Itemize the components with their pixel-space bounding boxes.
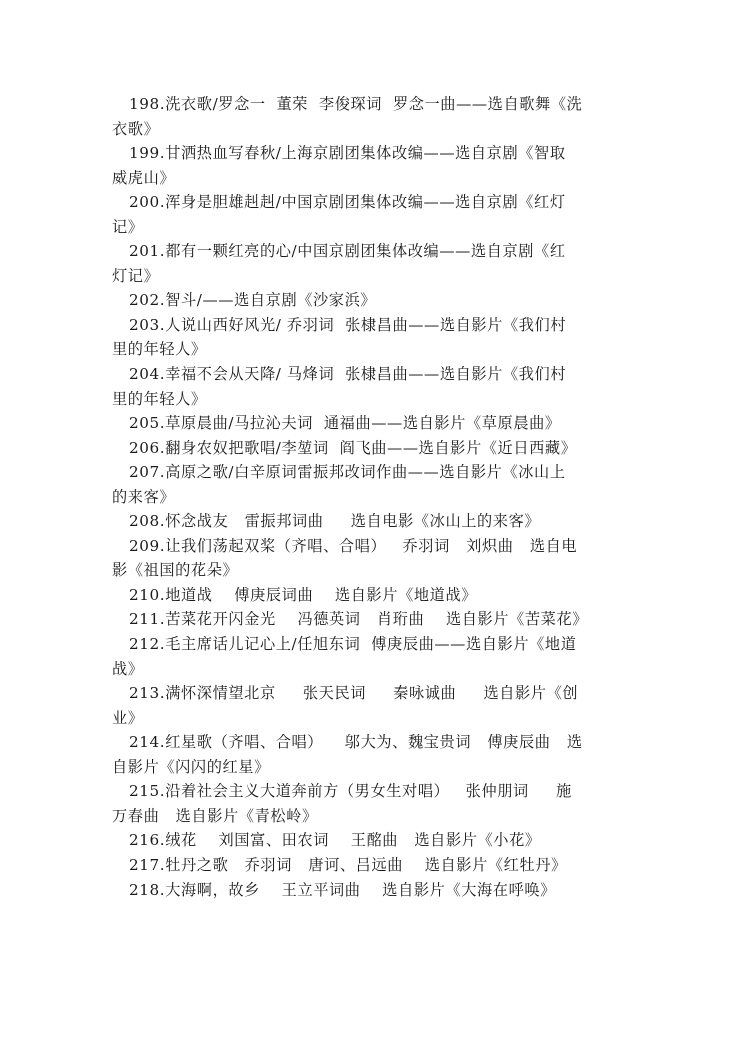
entry-line: 205.草原晨曲/马拉沁夫词 通福曲——选自影片《草原晨曲》 (129, 414, 561, 433)
entry-line: 218.大海啊，故乡 王立平词曲 选自影片《大海在呼唤》 (129, 880, 556, 899)
entry-line: 记》 (112, 217, 144, 236)
entry-line: 204.幸福不会从天降/ 马烽词 张棣昌曲——选自影片《我们村 (129, 365, 567, 384)
entry-line: 206.翻身农奴把歌唱/李堃词 阎飞曲——选自影片《近日西藏》 (129, 438, 577, 457)
entry-line: 199.甘洒热血写春秋/上海京剧团集体改编——选自京剧《智取 (129, 144, 566, 163)
entry-line: 灯记》 (112, 266, 160, 285)
song-entry-213 (112, 681, 632, 730)
song-entry-211 (112, 607, 632, 632)
entry-line: 201.都有一颗红亮的心/中国京剧团集体改编——选自京剧《红 (129, 242, 566, 261)
entry-line: 217.牡丹之歌 乔羽词 唐诃、吕远曲 选自影片《红牡丹》 (129, 855, 567, 874)
entry-line: 里的年轻人》 (112, 389, 207, 408)
entry-line: 211.苦菜花开闪金光 冯德英词 肖珩曲 选自影片《苦菜花》 (129, 610, 589, 629)
song-entry-207 (112, 460, 632, 509)
entry-line: 198.洗衣歌/罗念一 董荣 李俊琛词 罗念一曲——选自歌舞《洗 (129, 95, 583, 113)
entry-line: 213.满怀深情望北京 张天民词 秦咏诚曲 选自影片《创 (129, 684, 579, 703)
song-entry-210 (112, 583, 632, 608)
song-entry-214 (112, 730, 632, 779)
song-entry-215 (112, 779, 632, 828)
entry-line: 影《祖国的花朵》 (112, 561, 239, 580)
song-entry-206 (112, 436, 632, 461)
entry-line: 200.浑身是胆雄赳赳/中国京剧团集体改编——选自京剧《红灯 (129, 193, 566, 212)
entry-line: 209.让我们荡起双桨（齐唱、合唱） 乔羽词 刘炽曲 选自电 (129, 536, 578, 555)
entry-line: 214.红星歌（齐唱、合唱） 邬大为、魏宝贵词 傅庚辰曲 选 (129, 733, 583, 752)
entry-line: 业》 (112, 708, 144, 727)
entry-line: 战》 (112, 659, 144, 678)
song-entry-200 (112, 190, 632, 239)
entry-line: 自影片《闪闪的红星》 (112, 757, 270, 776)
entry-line: 208.怀念战友 雷振邦词曲 选自电影《冰山上的来客》 (129, 512, 541, 531)
entry-line: 衣歌》 (112, 119, 160, 138)
entry-line: 威虎山》 (112, 168, 176, 187)
entry-line: 216.绒花 刘国富、田农词 王酩曲 选自影片《小花》 (129, 831, 541, 850)
entry-line: 207.高原之歌/白辛原词雷振邦改词作曲——选自影片《冰山上 (129, 463, 566, 482)
entry-line: 万春曲 选自影片《青松岭》 (112, 806, 318, 825)
song-entry-201 (112, 239, 632, 288)
song-entry-216 (112, 828, 632, 853)
song-entry-218 (112, 878, 632, 903)
entry-line: 202.智斗/——选自京剧《沙家浜》 (129, 291, 377, 310)
song-entry-204 (112, 362, 632, 411)
entry-line: 203.人说山西好风光/ 乔羽词 张棣昌曲——选自影片《我们村 (129, 315, 567, 334)
song-entry-212 (112, 632, 632, 681)
song-entry-203 (112, 313, 632, 362)
song-entry-205 (112, 411, 632, 436)
entry-line: 212.毛主席话儿记心上/任旭东词 傅庚辰曲——选自影片《地道 (129, 635, 577, 654)
entry-line: 210.地道战 傅庚辰词曲 选自影片《地道战》 (129, 585, 478, 604)
song-entry-202 (112, 288, 632, 313)
song-entry-217 (112, 853, 632, 878)
song-entry-209 (112, 534, 632, 583)
song-entry-198 (112, 92, 632, 141)
song-entry-208 (112, 509, 632, 534)
entry-line: 里的年轻人》 (112, 340, 207, 359)
entry-line: 215.沿着社会主义大道奔前方（男女生对唱） 张仲朋词 施 (129, 782, 572, 801)
song-entry-199 (112, 141, 632, 190)
entry-line: 的来客》 (112, 487, 176, 506)
document-page (112, 92, 632, 902)
